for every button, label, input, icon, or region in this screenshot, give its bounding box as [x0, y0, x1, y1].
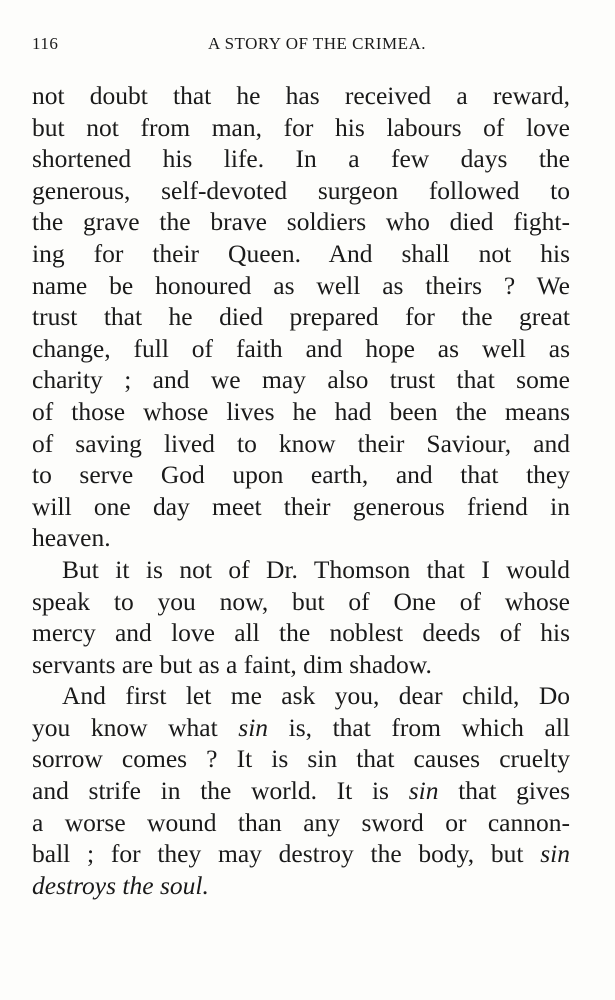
text-line: of those whose lives he had been the means	[32, 396, 570, 426]
text-line: to serve God upon earth, and that they	[32, 460, 570, 490]
text-line: name be honoured as well as theirs ? We	[32, 270, 570, 300]
italic-word: sin	[540, 839, 570, 869]
text-line: ball ; for they may destroy the body, but sin	[32, 839, 570, 869]
text-line: mercy and love all the noblest deeds of his	[32, 618, 570, 648]
text-line	[32, 870, 570, 902]
text-line: servants are but as a faint, dim shadow.	[32, 649, 432, 679]
text-line: speak to you now, but of One of whose	[32, 586, 570, 616]
text-line: shortened his life. In a few days the	[32, 144, 570, 174]
running-header	[32, 34, 576, 58]
text-line: sorrow comes ? It is sin that causes cruelty	[32, 744, 570, 774]
text-line: ing for their Queen. And shall not his	[32, 238, 570, 268]
text-line: will one day meet their generous friend in	[32, 491, 570, 521]
text-line: and strife in the world. It is sin that gives	[32, 776, 570, 806]
text-line: generous, self-devoted surgeon followed to	[32, 175, 570, 205]
italic-word: sin	[408, 776, 439, 806]
italic-phrase: destroys the soul.	[32, 870, 209, 900]
italic-word: sin	[238, 712, 269, 742]
body-text	[32, 80, 570, 901]
text-line: trust that he died prepared for the great	[32, 302, 570, 332]
text-line: but not from man, for his labours of love	[32, 112, 570, 142]
running-title: A STORY OF THE CRIMEA.	[208, 34, 427, 53]
text-line: charity ; and we may also trust that some	[32, 365, 570, 395]
text-line: the grave the brave soldiers who died fight-	[32, 207, 570, 237]
text-line: heaven.	[32, 523, 111, 553]
text-line: And first let me ask you, dear child, Do	[62, 681, 570, 711]
text-line: a worse wound than any sword or cannon-	[32, 807, 570, 837]
text-line: of saving lived to know their Saviour, and	[32, 428, 570, 458]
text-line: change, full of faith and hope as well as	[32, 333, 570, 363]
text-line: not doubt that he has received a reward,	[32, 81, 570, 110]
text-line: But it is not of Dr. Thomson that I would	[62, 554, 570, 584]
page-number: 116	[32, 34, 59, 53]
text-line: you know what sin is, that from which all	[32, 712, 570, 742]
